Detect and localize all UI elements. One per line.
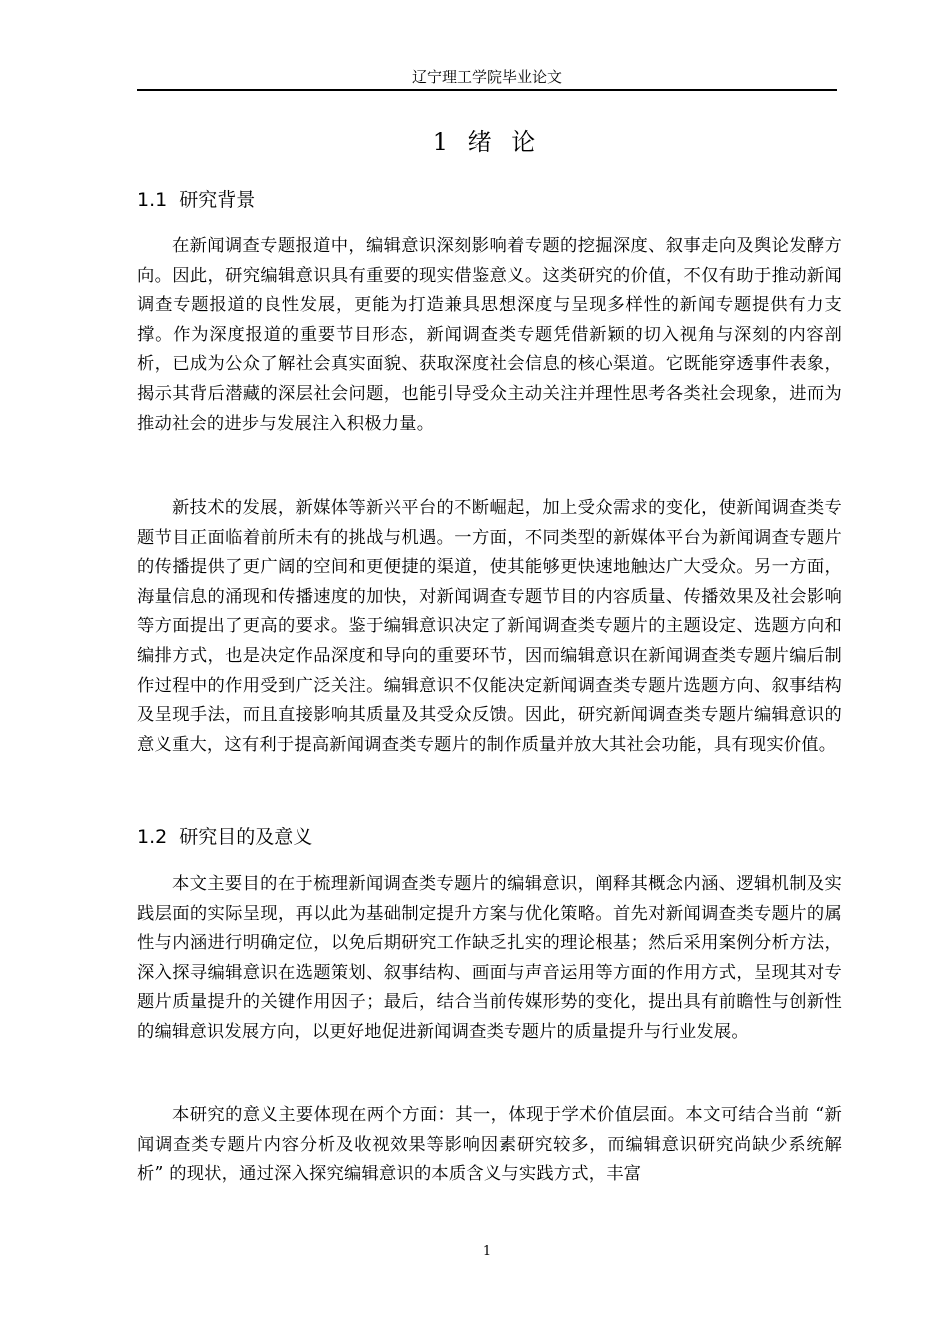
section-number: 1.1 <box>137 189 168 211</box>
chapter-title: 1 绪 论 <box>432 128 542 156</box>
page-header: 辽宁理工学院毕业论文 <box>411 68 562 86</box>
paragraph-background-2: 新技术的发展，新媒体等新兴平台的不断崛起，加上受众需求的变化，使新闻调查类专题节目正面临着前所未有的挑战与机遇。一方面，不同类型的新媒体平台为新闻调查专题片的传播提供了更广阔的空间和更便捷的渠道，使其能够更快速地触达广大受众。另一方面，海量信息的涌现和传播速度的加快，对新闻调查专题节目的内容质量、传播效果及社会影响等方面提出了更高的要求。鉴于编辑意识决定了新闻调查类专题片的主题设定、选题方向和编排方式，也是决定作品深度和导向的重要环节，因而编辑意识在新闻调查类专题片编后制作过程中的作用受到广泛关注。编辑意识不仅能决定新闻调查类专题片选题方向、叙事结构及呈现手法，而且直接影响其质量及其受众反馈。因此，研究新闻调查类专题片编辑意识的意义重大，这有利于提高新闻调查类专题片的制作质量并放大其社会功能，具有现实价值。 <box>137 498 842 755</box>
paragraph-purpose-1: 本文主要目的在于梳理新闻调查类专题片的编辑意识，阐释其概念内涵、逻辑机制及实践层面的实际呈现，再以此为基础制定提升方案与优化策略。首先对新闻调查类专题片的属性与内涵进行明确定位，以免后期研究工作缺乏扎实的理论根基；然后采用案例分析方法，深入探寻编辑意识在选题策划、叙事结构、画面与声音运用等方面的作用方式，呈现其对专题片质量提升的关键作用因子；最后，结合当前传媒形势的变化，提出具有前瞻性与创新性的编辑意识发展方向，以更好地促进新闻调查类专题片的质量提升与行业发展。 <box>137 874 842 1042</box>
section-heading-1-2 <box>137 823 837 851</box>
section-title: 研究目的及意义 <box>179 826 313 848</box>
paragraph-purpose-2: 本研究的意义主要体现在两个方面：其一，体现于学术价值层面。本文可结合当前 “新闻调查类专题片内容分析及收视效果等影响因素研究较多，而编辑意识研究尚缺少系统解析” 的现状，通过深入探究编辑意识的本质含义与实践方式，丰富 <box>137 1105 842 1185</box>
paragraph-background-1: 在新闻调查专题报道中，编辑意识深刻影响着专题的挖掘深度、叙事走向及舆论发酵方向。因此，研究编辑意识具有重要的现实借鉴意义。这类研究的价值，不仅有助于推动新闻调查专题报道的良性发展，更能为打造兼具思想深度与呈现多样性的新闻专题提供有力支撑。作为深度报道的重要节目形态，新闻调查类专题凭借新颖的切入视角与深刻的内容剖析，已成为公众了解社会真实面貌、获取深度社会信息的核心渠道。它既能穿透事件表象，揭示其背后潜藏的深层社会问题，也能引导受众主动关注并理性思考各类社会现象，进而为推动社会的进步与发展注入积极力量。 <box>137 236 842 434</box>
section-number: 1.2 <box>137 826 168 848</box>
page-number: 1 <box>482 1244 492 1259</box>
section-title: 研究背景 <box>179 189 256 211</box>
section-heading-1-1 <box>137 186 837 214</box>
header-rule <box>137 89 837 91</box>
